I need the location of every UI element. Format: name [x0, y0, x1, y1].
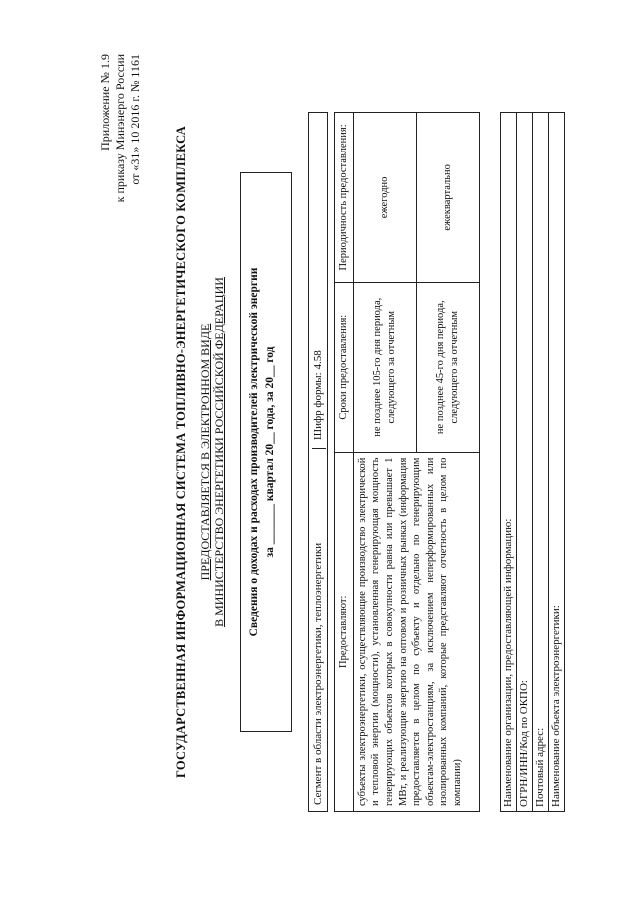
periodicity-cell: ежегодно [353, 113, 416, 283]
form-code: Шифр формы: 4.58 [312, 350, 326, 449]
organization-fields [500, 112, 565, 812]
deadline-cell: не позднее 105-го дня периода, следующего за отчетным [353, 282, 416, 452]
segment-label: Сегмент в области электроэнергетики, теплоэнергетики [312, 542, 324, 805]
header-providers: Предоставляют: [335, 452, 354, 811]
deadline-cell: не позднее 45-го дня периода, следующего за отчетным [416, 282, 479, 452]
periodicity-cell: ежеквартально [416, 113, 479, 283]
rotated-form-page [90, 22, 562, 882]
table-row [353, 113, 416, 812]
postal-address-field: Почтовый адрес: [533, 112, 549, 812]
header-periodicity: Периодичность предоставления: [335, 113, 354, 283]
appendix-block [98, 54, 143, 202]
appendix-order: к приказу Минэнерго России [113, 54, 127, 203]
segment-box [308, 112, 328, 812]
report-title-line-1: Сведения о доходах и расходах производителей электрической энергии [248, 267, 260, 637]
submission-note [198, 22, 227, 882]
submission-line-2: В МИНИСТЕРСТВО ЭНЕРГЕТИКИ РОССИЙСКОЙ ФЕДЕРАЦИИ [212, 277, 227, 627]
submission-table [334, 112, 480, 812]
energy-object-field: Наименование объекта электроэнергетики: [549, 112, 565, 812]
report-title-box [240, 172, 292, 732]
table-header-row [335, 113, 354, 812]
header-deadlines: Сроки предоставления: [335, 282, 354, 452]
org-ids-field: ОГРН/ИНН/Код по ОКПО: [517, 112, 533, 812]
appendix-date: от «31» 10 2016 г. № 1161 [128, 54, 142, 185]
org-name-field: Наименование организации, предоставляющей информацию: [500, 112, 517, 812]
providers-cell: субъекты электроэнергетики, осуществляющие производство электрической и тепловой энергии (мощности), установленная генерирующая мощность генерирующих объектов которых в совокупности равна или превышает 1 МВт, и реализующие энергию на оптовом и розничных рынках (информация предоставляется в целом по субъекту и отдельно по генерирующим объектам-электростанциям, за исключением неперформированных или изолированных компаний, которые представляют отчетность в целом по компании) [353, 452, 479, 811]
system-title: ГОСУДАРСТВЕННАЯ ИНФОРМАЦИОННАЯ СИСТЕМА ТОПЛИВНО-ЭНЕРГЕТИЧЕСКОГО КОМПЛЕКСА [174, 126, 188, 778]
submission-line-1: ПРЕДОСТАВЛЯЕТСЯ В ЭЛЕКТРОННОМ ВИДЕ [198, 323, 212, 581]
report-title-line-2: за _______ квартал 20__ года, за 20__ год [263, 346, 276, 558]
appendix-number: Приложение № 1.9 [98, 54, 112, 151]
